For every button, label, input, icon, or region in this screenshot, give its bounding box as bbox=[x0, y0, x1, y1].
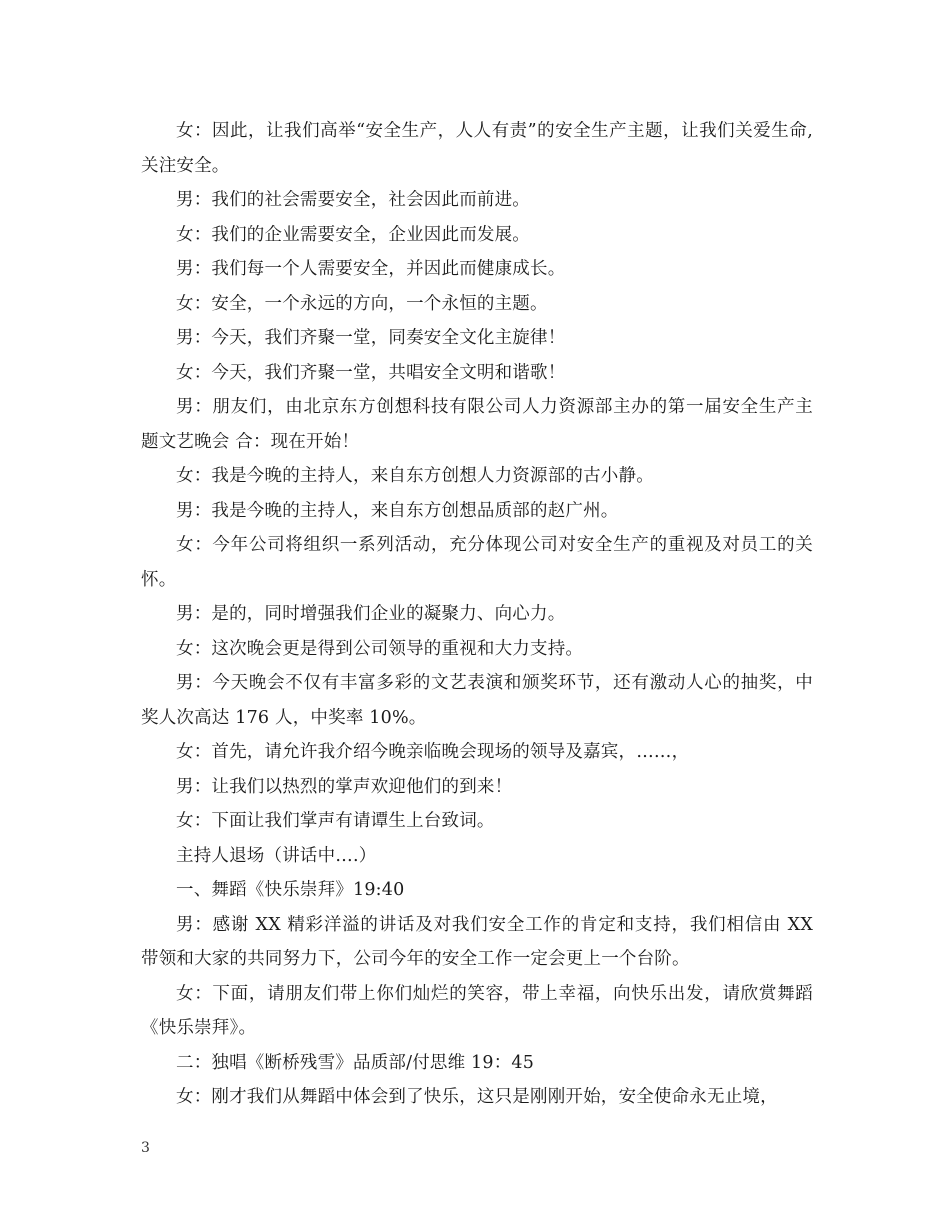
paragraph: 男：让我们以热烈的掌声欢迎他们的到来！ bbox=[176, 776, 513, 797]
paragraph: 女：今天，我们齐聚一堂，共唱安全文明和谐歌！ bbox=[176, 362, 566, 383]
paragraph: 女：下面，请朋友们带上你们灿烂的笑容，带上幸福，向快乐出发，请欣赏舞蹈《快乐崇拜》。 bbox=[141, 983, 813, 1038]
paragraph: 男：感谢 XX 精彩洋溢的讲话及对我们安全工作的肯定和支持，我们相信由 XX 带领和大家的共同努力下，公司今年的安全工作一定会更上一个台阶。 bbox=[141, 914, 813, 969]
paragraph: 男：我们的社会需要安全，社会因此而前进。 bbox=[176, 190, 530, 210]
paragraph: 女：下面让我们掌声有请谭生上台致词。 bbox=[176, 811, 495, 831]
paragraph: 女：首先，请允许我介绍今晚亲临晚会现场的领导及嘉宾，……， bbox=[176, 742, 690, 762]
paragraph: 女：今年公司将组织一系列活动，充分体现公司对安全生产的重视及对员工的关怀。 bbox=[141, 535, 813, 590]
paragraph: 一、舞蹈《快乐崇拜》19:40 bbox=[176, 880, 405, 900]
paragraph: 男：朋友们，由北京东方创想科技有限公司人力资源部主办的第一届安全生产主题文艺晚会 合：现在开始！ bbox=[141, 397, 813, 452]
paragraph: 男：我们每一个人需要安全，并因此而健康成长。 bbox=[176, 259, 566, 279]
paragraph: 男：我是今晚的主持人，来自东方创想品质部的赵广州。 bbox=[176, 500, 619, 521]
paragraph: 女：因此，让我们高举“安全生产，人人有责”的安全生产主题，让我们关爱生命,关注安全。 bbox=[141, 121, 813, 176]
paragraph: 男：今天晚会不仅有丰富多彩的文艺表演和颁奖环节，还有激动人心的抽奖，中奖人次高达 176 人，中奖率 10%。 bbox=[141, 673, 813, 728]
paragraph: 男：是的，同时增强我们企业的凝聚力、向心力。 bbox=[176, 604, 566, 624]
document-body bbox=[141, 114, 813, 1115]
paragraph: 男：今天，我们齐聚一堂，同奏安全文化主旋律！ bbox=[176, 328, 566, 348]
paragraph: 女：刚才我们从舞蹈中体会到了快乐，这只是刚刚开始，安全使命永无止境， bbox=[176, 1087, 778, 1107]
paragraph: 女：我是今晚的主持人，来自东方创想人力资源部的古小静。 bbox=[176, 466, 654, 486]
paragraph: 女：这次晚会更是得到公司领导的重视和大力支持。 bbox=[176, 638, 584, 659]
paragraph: 女：安全，一个永远的方向，一个永恒的主题。 bbox=[176, 293, 548, 314]
paragraph: 主持人退场（讲话中….） bbox=[176, 845, 377, 866]
page-number: 3 bbox=[141, 1140, 150, 1156]
paragraph: 二：独唱《断桥残雪》品质部/付思维 19：45 bbox=[176, 1052, 535, 1073]
paragraph: 女：我们的企业需要安全，企业因此而发展。 bbox=[176, 224, 530, 245]
